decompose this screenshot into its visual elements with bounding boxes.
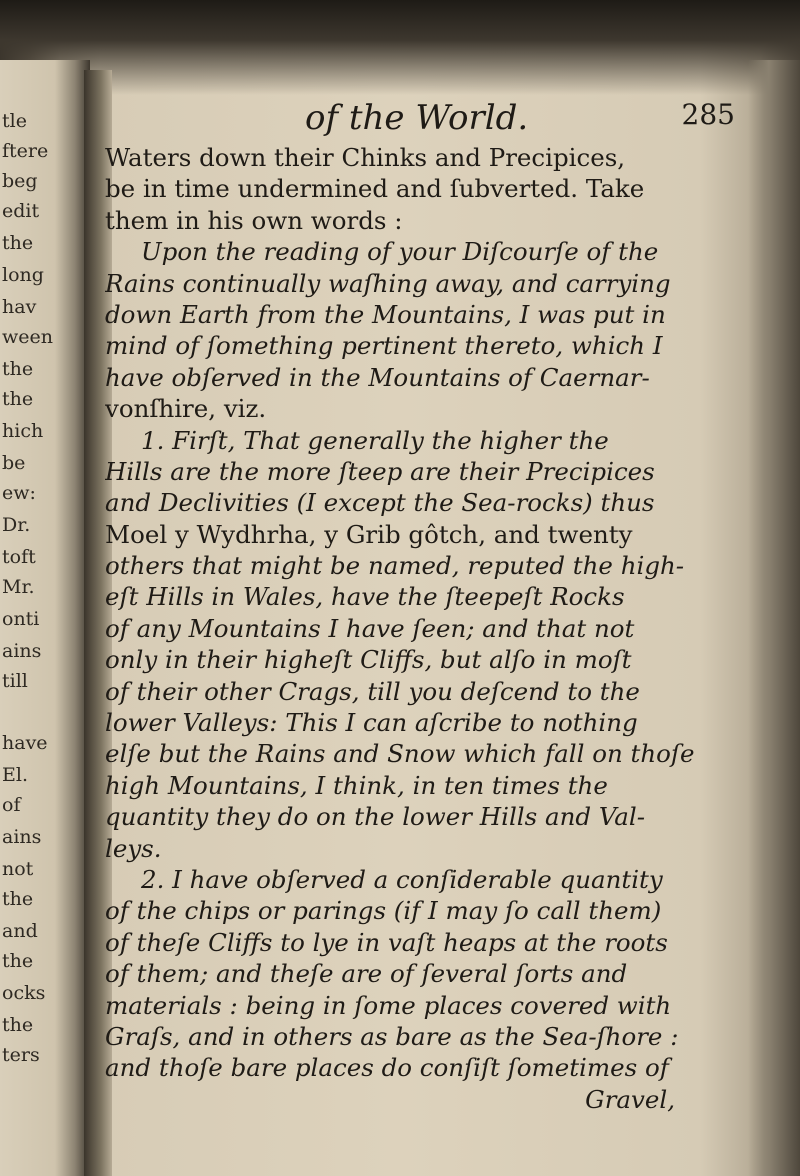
left-fragment: hich <box>2 420 44 442</box>
text-line: them in his own words : <box>105 205 403 235</box>
left-fragment: Dr. <box>2 514 31 536</box>
left-fragment: the <box>2 1014 34 1036</box>
text-line: Moel y Wydhrha, y Grib gôtch, and twenty <box>105 519 633 549</box>
left-fragment: hav <box>2 296 37 318</box>
text-line: leys. <box>105 833 162 863</box>
left-fragment: ftere <box>2 140 49 162</box>
text-line: Rains continually waſhing away, and carrying <box>105 268 671 298</box>
text-line: materials : being in ſome places covered with <box>105 990 672 1020</box>
body-text <box>105 142 745 1115</box>
text-line: 2. I have obſerved a conſiderable quantity <box>141 864 663 894</box>
left-fragment: the <box>2 232 34 254</box>
left-fragment: ocks <box>2 982 46 1004</box>
left-fragment: tle <box>2 110 27 132</box>
left-fragment: ains <box>2 826 42 848</box>
right-page-edge <box>748 60 800 1176</box>
text-line: of their other Crags, till you deſcend to the <box>105 676 640 706</box>
text-line: Hills are the more ſteep are their Precipices <box>105 456 655 486</box>
left-fragment: ween <box>2 326 53 348</box>
text-line: quantity they do on the lower Hills and Val- <box>105 802 646 832</box>
running-title: of the World. <box>305 98 529 138</box>
left-fragment: the <box>2 388 34 410</box>
catchword: Gravel, <box>585 1084 675 1114</box>
text-line: down Earth from the Mountains, I was put in <box>105 299 666 329</box>
left-page-edge <box>0 60 90 1176</box>
left-fragment: not <box>2 858 34 880</box>
text-line: vonſhire, viz. <box>105 394 267 424</box>
text-line: mind of ſomething pertinent thereto, which I <box>105 331 663 361</box>
left-fragment: the <box>2 950 34 972</box>
left-fragment: Mr. <box>2 576 35 598</box>
left-fragment: the <box>2 888 34 910</box>
text-line: Upon the reading of your Diſcourſe of the <box>141 237 659 267</box>
left-fragment: of <box>2 794 21 816</box>
text-line: of them; and theſe are of ſeveral ſorts and <box>105 959 628 989</box>
left-fragment: ains <box>2 640 42 662</box>
text-line: of any Mountains I have ſeen; and that not <box>105 613 635 643</box>
book-page <box>105 70 755 1150</box>
left-fragment: and <box>2 920 38 942</box>
left-fragment: have <box>2 732 48 754</box>
text-line: of theſe Cliffs to lye in vaſt heaps at the roots <box>105 927 668 957</box>
text-line: only in their higheſt Cliffs, but alſo in moſt <box>105 645 632 675</box>
text-line: be in time undermined and ſubverted. Take <box>105 174 645 204</box>
text-line: and Declivities (I except the Sea-rocks) thus <box>105 488 655 518</box>
text-line: high Mountains, I think, in ten times the <box>105 770 608 800</box>
text-line: have obſerved in the Mountains of Caernar- <box>105 362 650 392</box>
text-line: of the chips or parings (if I may ſo call them) <box>105 896 662 926</box>
left-fragment: beg <box>2 170 38 192</box>
text-line: eſt Hills in Wales, have the ſteepeſt Rocks <box>105 582 625 612</box>
left-fragment: ters <box>2 1044 40 1066</box>
left-fragment: edit <box>2 200 40 222</box>
running-head <box>105 98 735 138</box>
page-number: 285 <box>681 98 735 131</box>
left-fragment: El. <box>2 764 28 786</box>
left-fragment: be <box>2 452 26 474</box>
left-fragment: the <box>2 358 34 380</box>
left-fragment: onti <box>2 608 40 630</box>
left-fragment: toft <box>2 546 36 568</box>
text-line: others that might be named, reputed the high- <box>105 551 685 581</box>
text-line: and thoſe bare places do conſiſt ſometimes of <box>105 1053 669 1083</box>
text-line: lower Valleys: This I can aſcribe to nothing <box>105 708 638 738</box>
left-fragment: long <box>2 264 44 286</box>
text-line: Graſs, and in others as bare as the Sea-ſhore : <box>105 1021 679 1051</box>
text-line: Waters down their Chinks and Precipices, <box>105 143 626 172</box>
left-fragment: till <box>2 670 28 692</box>
left-fragment: ew: <box>2 482 36 504</box>
text-line: 1. Firſt, That generally the higher the <box>141 425 609 455</box>
text-line: elſe but the Rains and Snow which fall on thoſe <box>105 739 695 769</box>
